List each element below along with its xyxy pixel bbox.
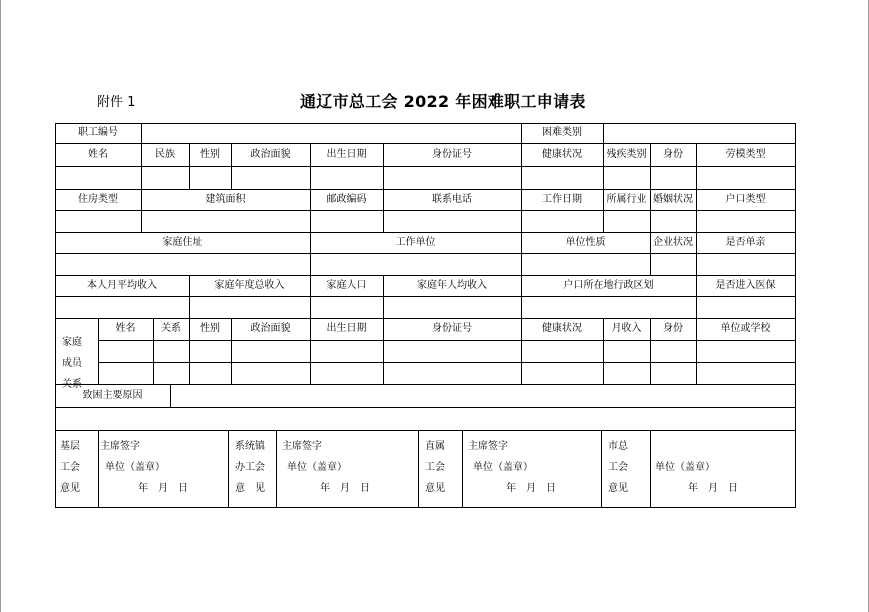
row3-value-input[interactable]	[652, 212, 695, 231]
grid-line-v	[170, 384, 171, 408]
grid-line-h	[55, 189, 796, 190]
date-label: 年 月 日	[506, 483, 556, 494]
row2-value-input[interactable]	[191, 168, 230, 188]
grid-line-h	[55, 430, 796, 431]
attachment-label: 附件 1	[97, 95, 136, 110]
unit-seal-label: 单位（盖章）	[105, 462, 165, 473]
approval-side-label: 直属	[425, 441, 445, 452]
grid-line-h	[55, 253, 796, 254]
row2-value-input[interactable]	[698, 168, 794, 188]
family-side-label: 关系	[62, 379, 82, 390]
row4-value-input[interactable]	[698, 255, 794, 274]
family-header: 政治面貌	[250, 323, 291, 334]
row2-value-input[interactable]	[312, 168, 382, 188]
family-cell-input[interactable]	[191, 342, 230, 361]
row3-value-input[interactable]	[385, 212, 520, 231]
family-side-label: 成员	[62, 358, 82, 369]
row3-value-input[interactable]	[312, 212, 382, 231]
row3-value-input[interactable]	[57, 212, 140, 231]
row2-value-input[interactable]	[233, 168, 309, 188]
row2-label: 性别	[200, 149, 220, 160]
family-row-line	[98, 362, 796, 363]
family-header: 姓名	[115, 323, 136, 334]
grid-line-h	[55, 296, 796, 297]
row2-label: 身份	[663, 149, 683, 160]
row2-label: 健康状况	[542, 149, 582, 160]
direct-union-opinion-input[interactable]	[464, 432, 600, 506]
approval-side-label: 意 见	[235, 483, 265, 494]
row2-value-input[interactable]	[652, 168, 695, 188]
grid-line-h	[55, 384, 796, 385]
row5-label: 户口所在地行政区划	[563, 280, 654, 291]
row2-label: 劳模类型	[725, 149, 766, 160]
application-form-table	[55, 123, 795, 507]
row2-label: 出生日期	[326, 149, 367, 160]
row4-label: 单位性质	[565, 237, 606, 248]
row4-label: 工作单位	[395, 237, 436, 248]
approval-side-label: 基层	[60, 441, 80, 452]
grid-line-h	[55, 275, 796, 276]
row3-value-input[interactable]	[698, 212, 794, 231]
family-cell-input[interactable]	[100, 342, 152, 361]
grid-line-v	[603, 123, 604, 144]
row4-value-input[interactable]	[57, 255, 309, 274]
chairman-signature-label: 主席签字	[100, 441, 140, 452]
family-cell-input[interactable]	[605, 342, 649, 361]
unit-seal-label: 单位（盖章）	[655, 462, 715, 473]
row5-value-input[interactable]	[57, 298, 188, 317]
unit-seal-label: 单位（盖章）	[473, 462, 533, 473]
grid-line-h	[55, 318, 796, 319]
row5-label: 家庭人口	[326, 280, 367, 291]
table-left	[55, 123, 56, 508]
row3-label: 所属行业	[606, 194, 647, 205]
row3-label: 工作日期	[542, 194, 582, 205]
family-cell-input[interactable]	[155, 342, 188, 361]
hardship-reason-label: 致困主要原因	[82, 390, 143, 401]
family-cell-input[interactable]	[385, 364, 520, 383]
unit-seal-label: 单位（盖章）	[287, 462, 347, 473]
family-header: 身份	[663, 323, 683, 334]
row3-label: 邮政编码	[326, 194, 367, 205]
grid-line-h	[55, 232, 796, 233]
grid-line-h	[55, 143, 796, 144]
approval-side-label: 办工会	[235, 462, 265, 473]
family-cell-input[interactable]	[233, 364, 309, 383]
row3-label: 户口类型	[725, 194, 766, 205]
approval-side-label: 意见	[425, 483, 445, 494]
row3-label: 联系电话	[432, 194, 472, 205]
row4-value-input[interactable]	[652, 255, 695, 274]
row5-label: 家庭年人均收入	[417, 280, 487, 291]
row5-value-input[interactable]	[312, 298, 382, 317]
grid-line-v	[276, 430, 277, 508]
city-union-opinion-input[interactable]	[652, 432, 794, 506]
family-cell-input[interactable]	[155, 364, 188, 383]
family-cell-input[interactable]	[652, 342, 695, 361]
family-cell-input[interactable]	[523, 364, 602, 383]
district-union-opinion-input[interactable]	[278, 432, 417, 506]
family-cell-input[interactable]	[523, 342, 602, 361]
row4-label: 企业状况	[653, 237, 693, 248]
family-cell-input[interactable]	[312, 364, 382, 383]
table-right	[795, 123, 796, 508]
chairman-signature-label: 主席签字	[468, 441, 508, 452]
approval-side-label: 工会	[425, 462, 445, 473]
family-cell-input[interactable]	[698, 342, 794, 361]
approval-side-label: 意见	[60, 483, 80, 494]
row4-label: 是否单亲	[725, 237, 766, 248]
row3-label: 住房类型	[78, 194, 118, 205]
family-header: 关系	[161, 323, 181, 334]
family-header: 出生日期	[326, 323, 367, 334]
family-header: 身份证号	[432, 323, 472, 334]
family-side-label: 家庭	[62, 337, 82, 348]
row4-value-input[interactable]	[523, 255, 649, 274]
grid-line-v	[228, 430, 229, 508]
family-header: 性别	[200, 323, 220, 334]
row2-label: 姓名	[88, 149, 108, 160]
family-cell-input[interactable]	[605, 364, 649, 383]
row3-value-input[interactable]	[605, 212, 649, 231]
row3-label: 婚姻状况	[653, 194, 693, 205]
approval-side-label: 系统镇	[235, 441, 265, 452]
grid-line-h	[55, 166, 796, 167]
date-label: 年 月 日	[320, 483, 370, 494]
grid-line-v	[98, 430, 99, 508]
row4-label: 家庭住址	[162, 237, 203, 248]
row2-value-input[interactable]	[57, 168, 140, 188]
hardship-type-label: 困难类别	[542, 127, 582, 138]
family-header: 健康状况	[542, 323, 582, 334]
row3-value-input[interactable]	[143, 212, 309, 231]
row2-value-input[interactable]	[523, 168, 602, 188]
approval-side-label: 市总	[608, 441, 628, 452]
employee-no-label: 职工编号	[78, 127, 118, 138]
grid-line-v	[418, 430, 419, 508]
grid-line-v	[650, 430, 651, 508]
row5-value-input[interactable]	[385, 298, 520, 317]
grid-line-v	[141, 123, 142, 144]
row5-value-input[interactable]	[523, 298, 695, 317]
family-cell-input[interactable]	[191, 364, 230, 383]
grid-line-v	[462, 430, 463, 508]
family-cell-input[interactable]	[652, 364, 695, 383]
row5-label: 本人月平均收入	[87, 280, 157, 291]
family-header: 月收入	[611, 323, 642, 334]
row3-label: 建筑面积	[205, 194, 246, 205]
grid-line-h	[55, 210, 796, 211]
approval-side-label: 工会	[608, 462, 628, 473]
grassroots-union-opinion-input[interactable]	[100, 432, 227, 506]
family-cell-input[interactable]	[385, 342, 520, 361]
date-label: 年 月 日	[688, 483, 738, 494]
family-cell-input[interactable]	[698, 364, 794, 383]
grid-line-h	[55, 407, 796, 408]
hardship-type-input[interactable]	[605, 125, 794, 142]
row5-value-input[interactable]	[698, 298, 794, 317]
row2-value-input[interactable]	[385, 168, 520, 188]
row2-label: 残疾类别	[606, 149, 647, 160]
row4-value-input[interactable]	[312, 255, 520, 274]
grid-line-h	[55, 123, 796, 124]
table-bottom	[55, 507, 796, 508]
row5-value-input[interactable]	[191, 298, 309, 317]
family-header: 单位或学校	[720, 323, 771, 334]
hardship-reason-input[interactable]	[172, 386, 794, 406]
row2-label: 政治面貌	[250, 149, 291, 160]
approval-side-label: 工会	[60, 462, 80, 473]
employee-no-input[interactable]	[143, 125, 520, 142]
form-title: 通辽市总工会 2022 年困难职工申请表	[300, 92, 586, 111]
row2-label: 民族	[155, 149, 175, 160]
row2-value-input[interactable]	[143, 168, 188, 188]
row5-label: 家庭年度总收入	[214, 280, 285, 291]
grid-line-v	[601, 430, 602, 508]
page-border-left	[0, 0, 1, 612]
family-row-line	[98, 340, 796, 341]
row3-value-input[interactable]	[523, 212, 602, 231]
family-cell-input[interactable]	[312, 342, 382, 361]
chairman-signature-label: 主席签字	[282, 441, 322, 452]
row2-label: 身份证号	[432, 149, 472, 160]
approval-side-label: 意见	[608, 483, 628, 494]
date-label: 年 月 日	[138, 483, 188, 494]
grid-line-v	[795, 318, 796, 385]
family-cell-input[interactable]	[233, 342, 309, 361]
family-cell-input[interactable]	[100, 364, 152, 383]
row2-value-input[interactable]	[605, 168, 649, 188]
row5-label: 是否进入医保	[715, 280, 776, 291]
